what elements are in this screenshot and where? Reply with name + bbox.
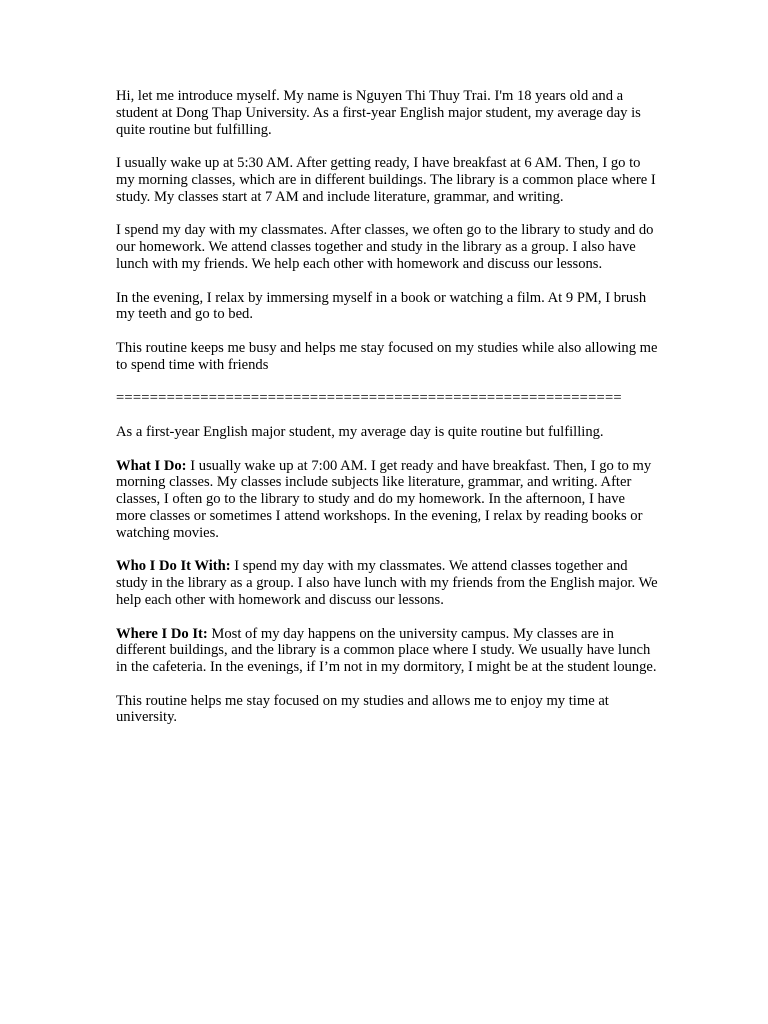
section-text: Most of my day happens on the university campus. My classes are in different buildings, and the library is a common place where I study. We usually have lunch in the cafeteria. In the evenings, if I’m not in my dormitory, I might be at the student lounge. — [116, 625, 657, 676]
closing-paragraph: This routine helps me stay focused on my studies and allows me to enjoy my time at university. — [116, 692, 609, 726]
intro-paragraph-1: Hi, let me introduce myself. My name is Nguyen Thi Thuy Trai. I'm 18 years old and a student at Dong Thap University. As a first-year English major student, my average day is quite routine but fulfilling. — [116, 88, 641, 138]
section-text: I usually wake up at 7:00 AM. I get ready and have breakfast. Then, I go to my morning classes. My classes include subjects like literature, grammar, and writing. After classes, I often go to the library to study and do my homework. In the afternoon, I have more classes or sometimes I attend workshops. In the evening, I relax by reading books or watching movies. — [116, 457, 652, 541]
document-page — [116, 88, 658, 743]
section-what-i-do — [116, 458, 658, 542]
section-where-i-do-it — [116, 626, 658, 676]
section-heading: What I Do: — [116, 457, 187, 474]
section-text: I spend my day with my classmates. We attend classes together and study in the library as a group. I also have lunch with my friends from the English major. We help each other with homework and discuss our lessons. — [116, 558, 658, 608]
intro-paragraph-5: This routine keeps me busy and helps me stay focused on my studies while also allowing me to spend time with friends — [116, 339, 658, 373]
intro-paragraph-4: In the evening, I relax by immersing myself in a book or watching a film. At 9 PM, I brush my teeth and go to bed. — [116, 289, 647, 323]
section-heading: Who I Do It With: — [116, 558, 231, 575]
divider-line: ============================================================ — [116, 390, 622, 407]
intro-paragraph-3: I spend my day with my classmates. After classes, we often go to the library to study and do our homework. We attend classes together and study in the library as a group. I also have lunch with my friends. We help each other with homework and discuss our lessons. — [116, 222, 654, 272]
opening-paragraph: As a first-year English major student, my average day is quite routine but fulfilling. — [116, 423, 604, 440]
intro-paragraph-2: I usually wake up at 5:30 AM. After getting ready, I have breakfast at 6 AM. Then, I go to my morning classes, which are in different buildings. The library is a common place where I study. My classes start at 7 AM and include literature, grammar, and writing. — [116, 155, 656, 205]
section-heading: Where I Do It: — [116, 625, 208, 642]
section-who-i-do-it-with — [116, 558, 658, 608]
